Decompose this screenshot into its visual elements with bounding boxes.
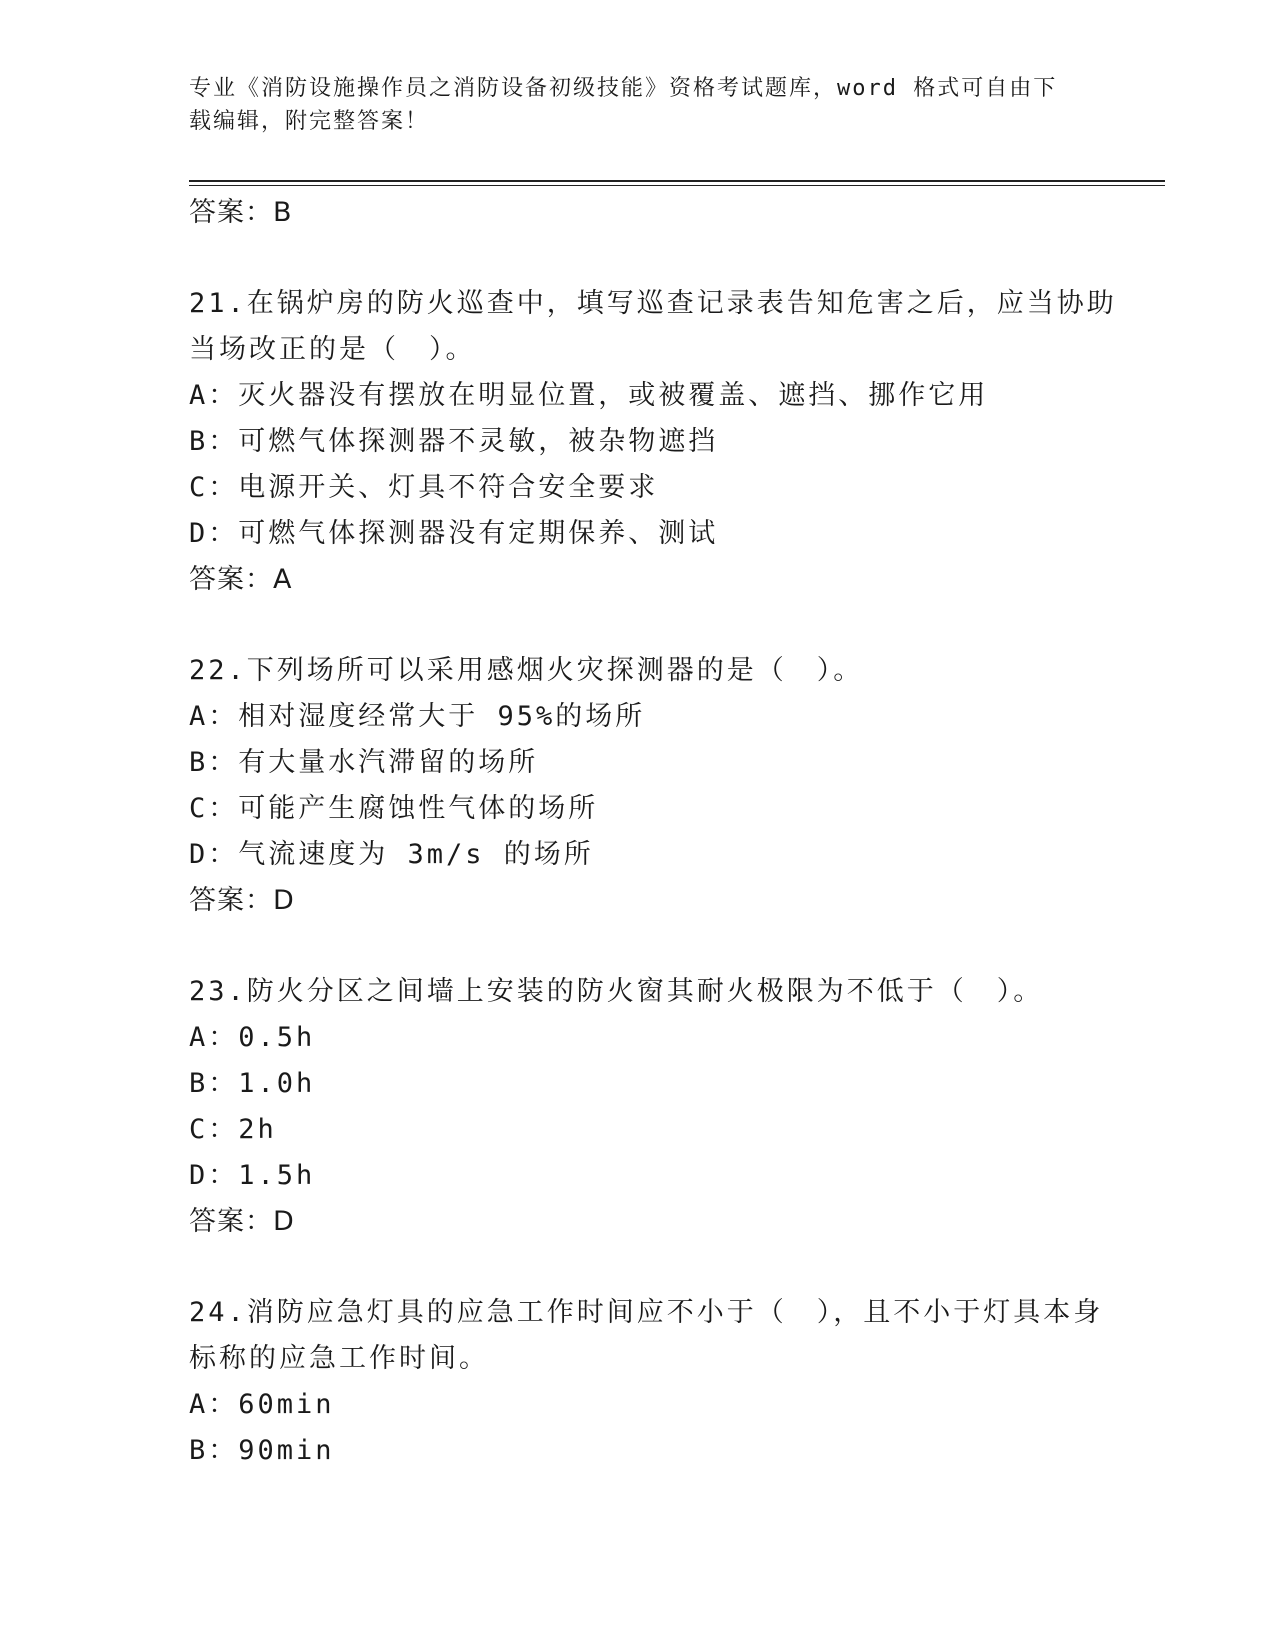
option-d: D：1.5h	[189, 1160, 316, 1191]
question-block	[189, 648, 1119, 924]
header-divider-thick	[189, 180, 1165, 182]
question-stem: 21.在锅炉房的防火巡查中，填写巡查记录表告知危害之后，应当协助	[189, 288, 1117, 319]
question-stem: 当场改正的是（ ）。	[189, 334, 476, 365]
question-list	[189, 190, 1119, 1474]
question-block	[189, 969, 1119, 1245]
answer-line: 答案：D	[189, 1206, 295, 1237]
spacer	[189, 924, 1119, 969]
option-a: A：相对湿度经常大于 95%的场所	[189, 701, 646, 732]
question-stem: 23.防火分区之间墙上安装的防火窗其耐火极限为不低于（ ）。	[189, 976, 1044, 1007]
option-a: A：灭火器没有摆放在明显位置，或被覆盖、遮挡、挪作它用	[189, 380, 989, 411]
header-line-1: 专业《消防设施操作员之消防设备初级技能》资格考试题库，word 格式可自由下	[189, 76, 1058, 101]
option-b: B：1.0h	[189, 1068, 316, 1099]
question-stem: 24.消防应急灯具的应急工作时间应不小于（ ），且不小于灯具本身	[189, 1297, 1104, 1328]
answer-line: 答案：B	[189, 197, 293, 228]
option-d: D：气流速度为 3m/s 的场所	[189, 839, 594, 870]
question-block	[189, 281, 1119, 603]
document-header	[189, 72, 1089, 138]
option-c: C：电源开关、灯具不符合安全要求	[189, 472, 659, 503]
spacer	[189, 603, 1119, 648]
header-line-2: 载编辑，附完整答案！	[189, 109, 430, 134]
question-stem: 22.下列场所可以采用感烟火灾探测器的是（ ）。	[189, 655, 864, 686]
option-a: A：0.5h	[189, 1022, 316, 1053]
spacer	[189, 236, 1119, 281]
option-b: B：90min	[189, 1435, 335, 1466]
answer-line: 答案：A	[189, 564, 293, 595]
question-block	[189, 1290, 1119, 1474]
option-a: A：60min	[189, 1389, 335, 1420]
option-b: B：有大量水汽滞留的场所	[189, 747, 539, 778]
option-c: C：可能产生腐蚀性气体的场所	[189, 793, 599, 824]
spacer	[189, 1245, 1119, 1290]
option-c: C：2h	[189, 1114, 277, 1145]
answer-line: 答案：D	[189, 885, 295, 916]
header-divider-thin	[189, 185, 1165, 186]
option-b: B：可燃气体探测器不灵敏，被杂物遮挡	[189, 426, 719, 457]
question-stem: 标称的应急工作时间。	[189, 1343, 489, 1374]
option-d: D：可燃气体探测器没有定期保养、测试	[189, 518, 719, 549]
